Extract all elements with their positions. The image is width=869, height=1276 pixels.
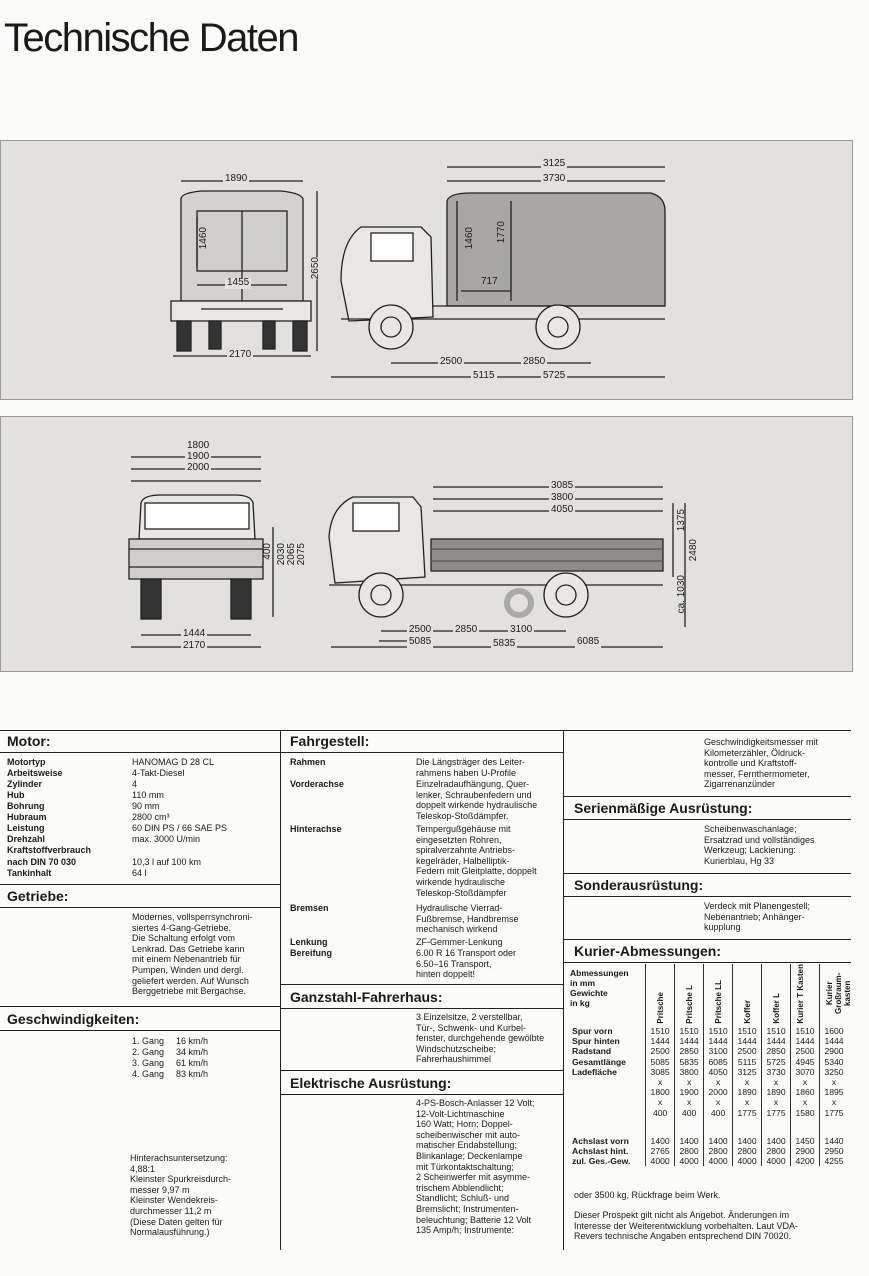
table-cell: 400 — [704, 1108, 733, 1118]
fahrgestell-heading: Fahrgestell: — [290, 733, 370, 749]
row-label: Spur hinten — [572, 1036, 620, 1047]
gear-speed: 16 km/h — [176, 1036, 209, 1046]
col-divider-2 — [563, 730, 564, 1250]
fahrerhaus-top-rule — [280, 984, 563, 985]
table-cell: 1895 — [820, 1087, 848, 1097]
motor-val: max. 3000 U/min — [132, 834, 201, 844]
table-cell: 2800 — [704, 1146, 733, 1156]
table-cell: 4000 — [704, 1156, 733, 1166]
chassis-val: 6.00 R 16 Transport oder 6.50–16 Transport, hinten doppelt! — [416, 948, 517, 980]
table-cell: 1775 — [733, 1108, 762, 1118]
dim-2650: 2650 — [310, 257, 321, 280]
table-cell: x — [733, 1077, 762, 1087]
table-cell: 1444 — [733, 1036, 762, 1046]
table-cell: 4000 — [675, 1156, 704, 1166]
elektrik-text: 4-PS-Bosch-Anlasser 12 Volt; 12-Volt-Lichtmaschine 160 Watt; Horn; Doppel- scheibenwischer mit auto- matischer Endabstellung; Blinkanlage; Deckenlampe mit Türkontaktschaltung; 2 Scheinwerfer mit asymme- trischem Abblendlicht; Standlicht; Schluß- und Bremslicht; Instrumenten- beleuchtung; Batterie 12 Volt 135 Amp/h; Instrumente: — [416, 1098, 535, 1236]
koffer-technical-drawing — [1, 141, 852, 399]
table-row — [570, 1026, 848, 1036]
table-cell: x — [762, 1097, 791, 1107]
serien-text: Scheibenwaschanlage; Ersatzrad und vollständiges Werkzeug; Lackierung: Kurierblau, Hg 33 — [704, 824, 815, 866]
table-cell: 1510 — [704, 1026, 733, 1036]
table-cell: x — [704, 1097, 733, 1107]
serien-top-rule — [563, 796, 851, 797]
table-row — [570, 1067, 848, 1077]
table-row — [570, 1036, 848, 1046]
elektrik-heading: Elektrische Ausrüstung: — [290, 1075, 452, 1091]
dim-6085: 6085 — [577, 636, 600, 647]
col-header: Pritsche LL — [704, 964, 733, 1026]
row-label: Radstand — [572, 1046, 612, 1057]
table-cell: 1510 — [733, 1026, 762, 1036]
table-cell: 1444 — [762, 1036, 791, 1046]
table-cell: 1510 — [646, 1026, 675, 1036]
dim-4050: 4050 — [551, 504, 574, 515]
row-label: Achslast vorn — [572, 1135, 629, 1146]
table-row — [570, 1136, 848, 1146]
table-cell: 1444 — [704, 1036, 733, 1046]
table-cell: x — [646, 1097, 675, 1107]
kurier-dimensions-table — [570, 964, 853, 1167]
geschwindigkeiten-heading: Geschwindigkeiten: — [7, 1011, 140, 1027]
table-cell: 1800 — [646, 1087, 675, 1097]
table-cell: 3070 — [791, 1067, 820, 1077]
table-cell: x — [646, 1077, 675, 1087]
getriebe-heading: Getriebe: — [7, 888, 69, 904]
table-cell: 2800 — [733, 1146, 762, 1156]
table-cell: 4000 — [646, 1156, 675, 1166]
table-cell: x — [791, 1077, 820, 1087]
table-cell: 1400 — [704, 1136, 733, 1146]
table-cell: 6085 — [704, 1057, 733, 1067]
table-cell: 1900 — [675, 1087, 704, 1097]
table-cell: 1775 — [762, 1108, 791, 1118]
table-cell: 1444 — [675, 1036, 704, 1046]
kurier-rule — [563, 962, 851, 963]
fahrerhaus-heading: Ganzstahl-Fahrerhaus: — [290, 989, 443, 1005]
dim-2170: 2170 — [229, 349, 252, 360]
dim-400: 400 — [262, 543, 273, 560]
gear-speed: 61 km/h — [176, 1058, 209, 1068]
table-cell: 2850 — [762, 1046, 791, 1056]
table-cell: x — [675, 1097, 704, 1107]
table-cell: 1510 — [762, 1026, 791, 1036]
gear-speed: 83 km/h — [176, 1069, 209, 1079]
dim-1460-side: 1460 — [464, 227, 475, 250]
chassis-key: Vorderachse — [290, 779, 344, 789]
dim-2500b: 2500 — [409, 624, 432, 635]
table-top-rule — [0, 730, 851, 731]
table-cell: 3730 — [762, 1067, 791, 1077]
table-cell: 2800 — [762, 1146, 791, 1156]
table-cell: x — [733, 1097, 762, 1107]
dim-2000: 2000 — [187, 462, 210, 473]
dim-ca-1030: ca. 1030 — [676, 575, 687, 614]
motor-key: Bohrung — [7, 801, 45, 811]
dim-1460-front: 1460 — [198, 227, 209, 250]
table-cell: 4945 — [791, 1057, 820, 1067]
table-row — [570, 1087, 848, 1097]
chassis-val: ZF-Gemmer-Lenkung — [416, 937, 503, 947]
col-header: Pritsche L — [675, 964, 704, 1026]
motor-key: nach DIN 70 030 — [7, 857, 77, 867]
table-cell: 4050 — [704, 1067, 733, 1077]
motor-heading: Motor: — [7, 733, 51, 749]
dim-3100: 3100 — [510, 624, 533, 635]
chassis-key: Bereifung — [290, 948, 333, 958]
dim-3125: 3125 — [543, 158, 566, 169]
achs-wende-text: Hinterachsuntersetzung: 4,88:1 Kleinster Spurkreisdurch- messer 9,97 m Kleinster Wendekreis- durchmesser 11,2 m (Diese Daten gelten für Normalausführung.) — [130, 1153, 232, 1238]
table-cell: 5725 — [762, 1057, 791, 1067]
dim-1455: 1455 — [227, 277, 250, 288]
table-row — [570, 1057, 848, 1067]
table-cell: 5115 — [733, 1057, 762, 1067]
gear-speed: 34 km/h — [176, 1047, 209, 1057]
table-cell: 1450 — [791, 1136, 820, 1146]
col-header: Koffer — [733, 964, 762, 1026]
dim-2065: 2065 — [286, 543, 297, 566]
gear-label: 1. Gang — [132, 1036, 165, 1046]
getriebe-top-rule — [0, 884, 280, 885]
table-cell: 2500 — [791, 1046, 820, 1056]
table-cell: 1860 — [791, 1087, 820, 1097]
sonder-heading: Sonderausrüstung: — [574, 877, 704, 893]
table-cell: 1890 — [733, 1087, 762, 1097]
col-header: Kurier T Kasten — [791, 964, 820, 1026]
getriebe-text: Modernes, vollsperrsynchroni- siertes 4-Gang-Getriebe. Die Schaltung erfolgt vom Lenkrad. Das Getriebe kann mit einem Nebenantrieb für Pumpen, Winden und dergl. geliefert werden. Auf Wunsch Berggetriebe mit Bergachse. — [132, 912, 253, 997]
row-label: Ladefläche — [572, 1066, 617, 1077]
motor-val: 90 mm — [132, 801, 160, 811]
table-cell: 400 — [675, 1108, 704, 1118]
dimension-rows — [570, 1026, 848, 1118]
motor-key: Hub — [7, 790, 25, 800]
sonder-text: Verdeck mit Planengestell; Nebenantrieb; Anhänger- kupplung — [704, 901, 811, 933]
table-cell: 2900 — [791, 1146, 820, 1156]
dim-5835: 5835 — [493, 638, 516, 649]
sonder-rule — [563, 896, 851, 897]
dim-1890: 1890 — [225, 173, 248, 184]
table-corner-label: Abmessungen in mm Gewichte in kg — [570, 968, 629, 1008]
table-cell: 1444 — [646, 1036, 675, 1046]
table-cell: x — [791, 1097, 820, 1107]
dim-2850b: 2850 — [455, 624, 478, 635]
row-label — [570, 1097, 646, 1107]
chassis-key: Lenkung — [290, 937, 328, 947]
dim-3085: 3085 — [551, 480, 574, 491]
elektrik-rule — [280, 1094, 563, 1095]
motor-key: Leistung — [7, 823, 45, 833]
table-gap-row — [570, 1118, 848, 1136]
dim-1444: 1444 — [183, 628, 206, 639]
table-cell: 1580 — [791, 1108, 820, 1118]
row-label — [570, 1087, 646, 1097]
row-label — [570, 1077, 646, 1087]
table-cell: x — [704, 1077, 733, 1087]
motor-key: Arbeitsweise — [7, 768, 63, 778]
table-cell: x — [820, 1097, 848, 1107]
motor-key: Zylinder — [7, 779, 43, 789]
table-cell: x — [762, 1077, 791, 1087]
table-cell: 4000 — [762, 1156, 791, 1166]
col-header: Pritsche — [646, 964, 675, 1026]
geschw-top-rule — [0, 1006, 280, 1007]
dim-5115: 5115 — [473, 370, 495, 381]
dim-1770: 1770 — [496, 221, 507, 244]
motor-key: Kraftstoffverbrauch — [7, 845, 92, 855]
table-cell: x — [675, 1077, 704, 1087]
kurier-heading: Kurier-Abmessungen: — [574, 943, 722, 959]
table-cell: 5835 — [675, 1057, 704, 1067]
gear-label: 2. Gang — [132, 1047, 165, 1057]
table-cell: 1510 — [791, 1026, 820, 1036]
row-label: Achslast hint. — [572, 1146, 629, 1157]
fahrerhaus-rule — [280, 1008, 563, 1009]
gear-label: 4. Gang — [132, 1069, 165, 1079]
table-cell: 4200 — [791, 1156, 820, 1166]
motor-key: Motortyp — [7, 757, 46, 767]
gear-label: 3. Gang — [132, 1058, 165, 1068]
dim-3730: 3730 — [543, 173, 566, 184]
motor-val: HANOMAG D 28 CL — [132, 757, 215, 767]
motor-val: 10,3 l auf 100 km — [132, 857, 202, 867]
table-cell: 1400 — [646, 1136, 675, 1146]
geschw-rule — [0, 1030, 280, 1031]
table-cell: 1775 — [820, 1108, 848, 1118]
dim-2075: 2075 — [296, 543, 307, 566]
row-label — [570, 1108, 646, 1118]
motor-key: Hubraum — [7, 812, 47, 822]
chassis-key: Bremsen — [290, 903, 329, 913]
table-cell: 2500 — [646, 1046, 675, 1056]
dim-1375: 1375 — [676, 509, 687, 532]
col-header: Koffer L — [762, 964, 791, 1026]
kurier-note-weight: oder 3500 kg, Rückfrage beim Werk. — [574, 1190, 721, 1200]
drawing-panel-pritsche — [0, 416, 853, 672]
dim-2170b: 2170 — [183, 640, 206, 651]
table-cell: 3125 — [733, 1067, 762, 1077]
page-title: Technische Daten — [4, 16, 298, 60]
table-cell: 1510 — [675, 1026, 704, 1036]
drawing-panel-koffer — [0, 140, 853, 400]
dim-2030: 2030 — [276, 543, 287, 566]
kurier-note-disclaimer: Dieser Prospekt gilt nicht als Angebot. Änderungen im Interesse der Weiterentwicklung vorbehalten. Laut VDA- Revers technische Angaben entsprechend DIN 70020. — [574, 1210, 798, 1242]
table-cell: 3800 — [675, 1067, 704, 1077]
table-row — [570, 1146, 848, 1156]
row-label: Gesamtlänge — [572, 1056, 626, 1067]
table-cell: 2500 — [733, 1046, 762, 1056]
table-cell: 4000 — [733, 1156, 762, 1166]
table-cell: 2000 — [704, 1087, 733, 1097]
row-label: Spur vorn — [572, 1026, 613, 1036]
table-cell: 400 — [646, 1108, 675, 1118]
dim-3800: 3800 — [551, 492, 574, 503]
dim-5725: 5725 — [543, 370, 566, 381]
dim-717: 717 — [481, 276, 498, 287]
table-row — [570, 1156, 848, 1166]
chassis-val: Tempergußgehäuse mit eingesetzten Rohren, spiralverzahnte Antriebs- kegelräder, Halbelliptik- Federn mit Gleitplatte, doppelt wirkende hydraulische Teleskop-Stoßdämpfer — [416, 824, 537, 898]
table-cell: 2800 — [675, 1146, 704, 1156]
table-cell: 3250 — [820, 1067, 848, 1077]
table-cell: 2765 — [646, 1146, 675, 1156]
table-row — [570, 1097, 848, 1107]
table-cell: 1444 — [820, 1036, 848, 1046]
dim-2500: 2500 — [440, 356, 463, 367]
sonder-top-rule — [563, 873, 851, 874]
fahrerhaus-text: 3 Einzelsitze, 2 verstellbar, Tür-, Schwenk- und Kurbel- fenster, durchgehende gewölbte Windschutzscheibe; Fahrerhaushimmel — [416, 1012, 545, 1065]
chassis-val: Hydraulische Vierrad- Fußbremse, Handbremse mechanisch wirkend — [416, 903, 519, 935]
table-cell: 5340 — [820, 1057, 848, 1067]
col-divider-1 — [280, 730, 281, 1250]
load-rows — [570, 1118, 848, 1167]
table-cell: 1400 — [733, 1136, 762, 1146]
chassis-val: Einzelradaufhängung, Quer- lenker, Schraubenfedern und doppelt wirkende hydraulische Teleskop-Stoßdämpfer. — [416, 779, 538, 821]
table-cell: 1890 — [762, 1087, 791, 1097]
table-cell: 1400 — [762, 1136, 791, 1146]
motor-key: Drehzahl — [7, 834, 46, 844]
table-cell: 4255 — [820, 1156, 848, 1166]
motor-val: 110 mm — [132, 790, 164, 800]
table-cell: 1440 — [820, 1136, 848, 1146]
table-row — [570, 1108, 848, 1118]
table-cell: 2850 — [675, 1046, 704, 1056]
motor-key: Tankinhalt — [7, 868, 52, 878]
table-cell: 1444 — [791, 1036, 820, 1046]
dim-2850: 2850 — [523, 356, 546, 367]
dim-1800: 1800 — [187, 440, 210, 451]
elektrik-top-rule — [280, 1070, 563, 1071]
motor-rule — [0, 752, 280, 753]
chassis-key: Rahmen — [290, 757, 326, 767]
motor-val: 4 — [132, 779, 138, 789]
table-row — [570, 1077, 848, 1087]
kurier-top-rule — [563, 939, 851, 940]
col-header: Kurier Großraum-kasten — [820, 964, 848, 1026]
table-cell: 1400 — [675, 1136, 704, 1146]
table-cell: 3085 — [646, 1067, 675, 1077]
table-cell: 2900 — [820, 1046, 848, 1056]
motor-val: 64 l — [132, 868, 147, 878]
getriebe-rule — [0, 907, 280, 908]
serien-heading: Serienmäßige Ausrüstung: — [574, 800, 753, 816]
dim-2480: 2480 — [688, 539, 699, 562]
table-cell: 1600 — [820, 1026, 848, 1036]
table-cell: 2950 — [820, 1146, 848, 1156]
motor-val: 4-Takt-Diesel — [132, 768, 185, 778]
instrumente-text: Geschwindigkeitsmesser mit Kilometerzähler, Öldruck- kontrolle und Kraftstoff- messer, Fernthermometer, Zigarrenanzünder — [704, 737, 819, 790]
chassis-val: Die Längsträger des Leiter- rahmens haben U-Profile — [416, 757, 526, 778]
table-row — [570, 1046, 848, 1056]
row-label: zul. Ges.-Gew. — [572, 1156, 631, 1167]
dim-1900: 1900 — [187, 451, 210, 462]
table-cell: 3100 — [704, 1046, 733, 1056]
dim-5085: 5085 — [409, 636, 432, 647]
serien-rule — [563, 819, 851, 820]
table-cell: 5085 — [646, 1057, 675, 1067]
chassis-key: Hinterachse — [290, 824, 342, 834]
table-cell: x — [820, 1077, 848, 1087]
motor-val: 60 DIN PS / 66 SAE PS — [132, 823, 228, 833]
table-header-row — [570, 964, 848, 1026]
motor-val: 2800 cm³ — [132, 812, 170, 822]
fahrgestell-rule — [280, 752, 563, 753]
